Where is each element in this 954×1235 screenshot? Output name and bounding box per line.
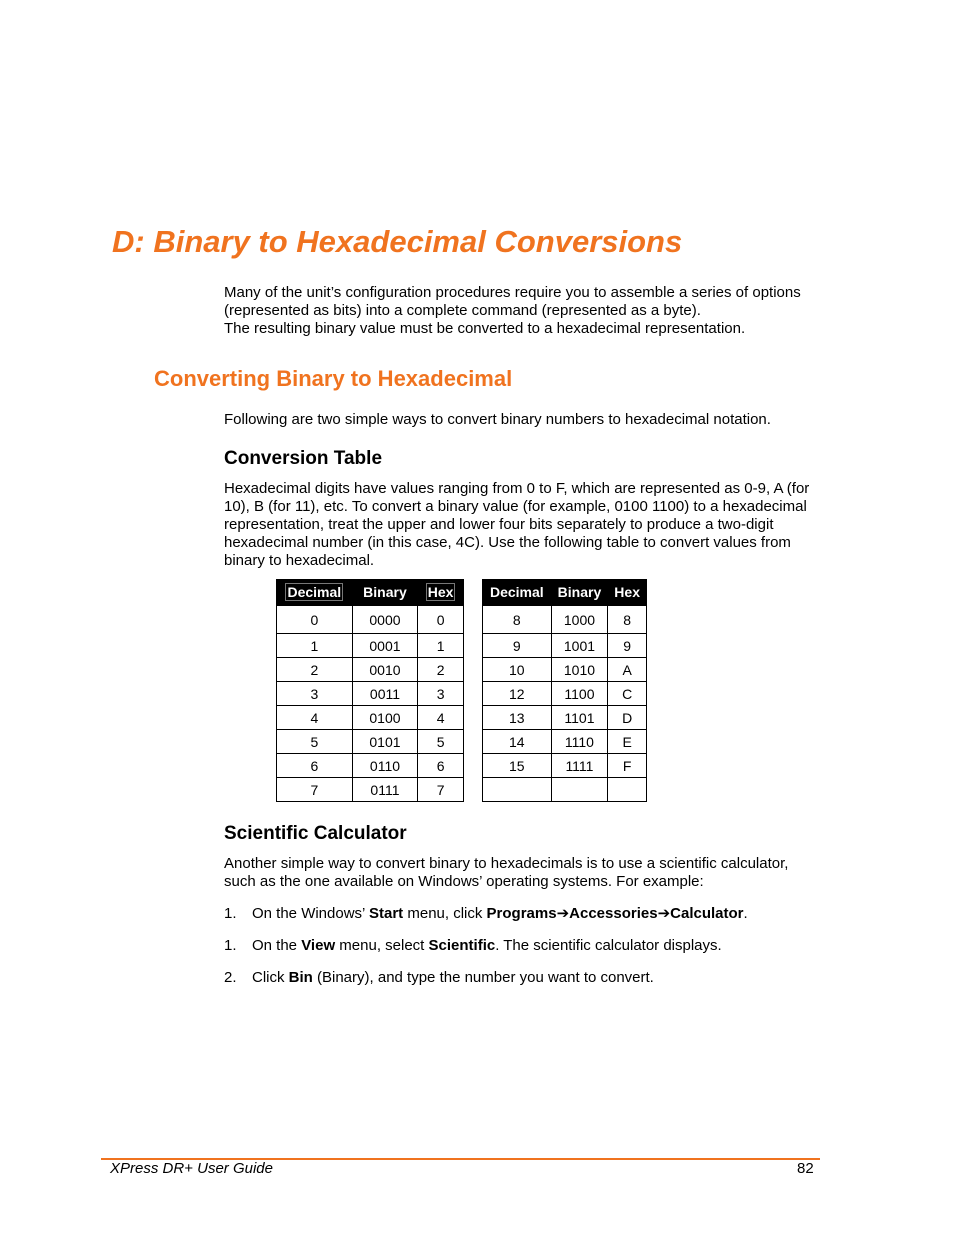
cell-binary: 0101 [352,730,418,754]
table-row [483,634,647,658]
intro-paragraph [224,284,801,338]
description-line: hexadecimal number (in this case, 4C). Use the following table to convert values from [224,534,791,551]
table-row [277,634,464,658]
footer-guide-title: XPress DR+ User Guide [110,1160,273,1177]
step-number: 1. [224,937,237,954]
cell-decimal: 4 [277,706,353,730]
header-hex: Hex [608,579,647,606]
menu-scientific: Scientific [428,937,496,954]
table-row [483,706,647,730]
menu-programs: Programs [486,905,557,922]
cell-decimal: 8 [483,606,552,634]
step-item: 1. On the Windows’ Start menu, click Programs➔Accessories➔Calculator. [224,905,748,922]
header-binary: Binary [352,579,418,606]
cell-hex: F [608,754,647,778]
header-decimal: Decimal [277,579,353,606]
cell-decimal: 3 [277,682,353,706]
cell-decimal: 15 [483,754,552,778]
table-row [483,778,647,802]
menu-start: Start [369,905,404,922]
intro-line: The resulting binary value must be converted to a hexadecimal representation. [224,320,746,337]
conversion-table-left [276,579,464,802]
cell-decimal [483,778,552,802]
cell-hex: 8 [608,606,647,634]
description-line: Another simple way to convert binary to hexadecimals is to use a scientific calculator, [224,855,789,872]
conversion-table-description [224,480,809,570]
cell-binary: 1000 [551,606,608,634]
table-row [483,730,647,754]
menu-accessories: Accessories [569,905,658,922]
button-bin: Bin [288,969,313,986]
header-hex: Hex [418,579,464,606]
cell-binary: 1101 [551,706,608,730]
cell-hex: 2 [418,658,464,682]
table-body [483,606,647,802]
cell-binary: 1010 [551,658,608,682]
description-line: binary to hexadecimal. [224,552,375,569]
table-row [277,682,464,706]
cell-hex: 3 [418,682,464,706]
cell-hex: 0 [418,606,464,634]
table-row [277,778,464,802]
description-line: Hexadecimal digits have values ranging from 0 to F, which are represented as 0-9, A (for [224,480,810,497]
cell-hex: 6 [418,754,464,778]
conversion-table-heading: Conversion Table [224,448,383,469]
table-header-row [277,579,464,606]
cell-binary: 0010 [352,658,418,682]
menu-calculator: Calculator [670,905,744,922]
step-item: 2. Click Bin (Binary), and type the number you want to convert. [224,969,654,986]
cell-decimal: 12 [483,682,552,706]
cell-hex: 5 [418,730,464,754]
table-row [483,754,647,778]
intro-line: Many of the unit’s configuration procedures require you to assemble a series of options [224,284,801,301]
cell-hex: 7 [418,778,464,802]
description-line: 10), B (for 11), etc. To convert a binary value (for example, 0100 1100) to a hexadecimal [224,498,807,515]
section-heading: Converting Binary to Hexadecimal [154,366,513,391]
conversion-table-right [482,579,647,802]
table-header-row [483,579,647,606]
cell-binary: 0000 [352,606,418,634]
cell-binary: 1100 [551,682,608,706]
page-title: D: Binary to Hexadecimal Conversions [112,224,683,259]
menu-view: View [301,937,336,954]
cell-hex: C [608,682,647,706]
cell-decimal: 1 [277,634,353,658]
table-row [483,682,647,706]
cell-binary [551,778,608,802]
description-line: representation, treat the upper and lower four bits separately to produce a two-digit [224,516,774,533]
cell-decimal: 14 [483,730,552,754]
cell-decimal: 5 [277,730,353,754]
table-row [277,706,464,730]
cell-binary: 1110 [551,730,608,754]
section-intro: Following are two simple ways to convert binary numbers to hexadecimal notation. [224,411,771,428]
step-number: 1. [224,905,237,922]
table-row [277,606,464,634]
table-row [483,606,647,634]
cell-binary: 0001 [352,634,418,658]
cell-binary: 0011 [352,682,418,706]
cell-binary: 0110 [352,754,418,778]
cell-hex: E [608,730,647,754]
cell-decimal: 0 [277,606,353,634]
cell-hex: 4 [418,706,464,730]
cell-binary: 1001 [551,634,608,658]
intro-line: (represented as bits) into a complete command (represented as a byte). [224,302,701,319]
cell-decimal: 9 [483,634,552,658]
cell-binary: 0111 [352,778,418,802]
header-decimal: Decimal [483,579,552,606]
cell-decimal: 6 [277,754,353,778]
cell-decimal: 7 [277,778,353,802]
table-row [483,658,647,682]
cell-hex: A [608,658,647,682]
table-row [277,754,464,778]
arrow-right-icon: ➔ [556,905,570,922]
cell-decimal: 13 [483,706,552,730]
table-body [277,606,464,802]
step-item: 1. On the View menu, select Scientific. The scientific calculator displays. [224,937,722,954]
cell-binary: 0100 [352,706,418,730]
cell-hex [608,778,647,802]
table-row [277,730,464,754]
page-number: 82 [797,1160,814,1177]
cell-hex: 9 [608,634,647,658]
cell-binary: 1111 [551,754,608,778]
cell-decimal: 10 [483,658,552,682]
description-line: such as the one available on Windows’ operating systems. For example: [224,873,704,890]
table-row [277,658,464,682]
cell-hex: 1 [418,634,464,658]
calculator-heading: Scientific Calculator [224,823,407,844]
cell-hex: D [608,706,647,730]
calculator-description [224,855,788,891]
cell-decimal: 2 [277,658,353,682]
step-number: 2. [224,969,237,986]
header-binary: Binary [551,579,608,606]
arrow-right-icon: ➔ [657,905,671,922]
